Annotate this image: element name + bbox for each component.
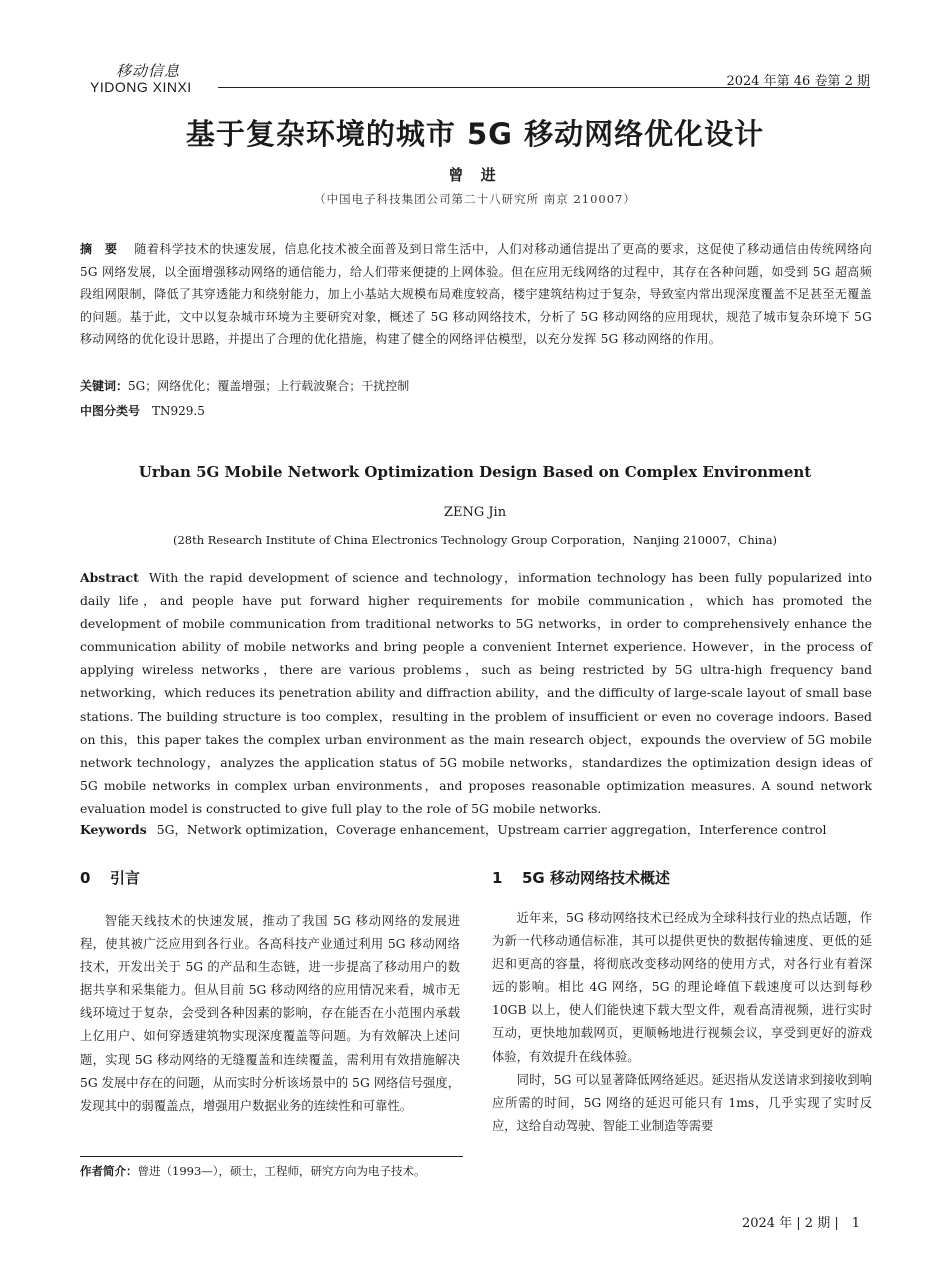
classification-value: TN929.5 [152,404,205,418]
classification [80,402,205,419]
keywords-en [80,820,826,838]
paper-title: 基于复杂环境的城市 5G 移动网络优化设计 [185,117,765,151]
abstract-cn [80,238,872,351]
section-1-paragraph-2: 同时，5G 可以显著降低网络延迟。延迟指从发送请求到接收到响应所需的时间，5G 网络的延迟可能只有 1ms，几乎实现了实时反应，这给自动驾驶、智能工业制造等需要 [492,1072,872,1133]
author-footnote [80,1163,426,1179]
header-rule [218,87,870,88]
journal-name-cn: 移动信息 [116,62,181,80]
english-title: Urban 5G Mobile Network Optimization Design Based on Complex Environment [138,463,812,481]
section-0-heading [80,867,140,888]
issue-info: 2024 年第 46 卷第 2 期 [726,74,870,89]
abstract-cn-label: 摘 要 [80,242,118,256]
keywords-en-text: 5G，Network optimization，Coverage enhancement，Upstream carrier aggregation，Interference control [156,822,827,837]
keywords-en-label: Keywords [80,822,147,837]
footnote-rule [80,1156,463,1157]
english-author: ZENG Jin [443,505,507,520]
keywords-cn-label: 关键词： [80,379,129,393]
section-0-paragraph: 智能天线技术的快速发展，推动了我国 5G 移动网络的发展进程，使其被广泛应用到各行业。各高科技产业通过利用 5G 移动网络技术，开发出关于 5G 的产品和生态链，进一步提高了移动用户的数据共享和采集能力。但从目前 5G 移动网络的应用情况来看，城市无线环境过于复杂，会受到各种因素的影响，存在能否在小范围内承载上亿用户、如何穿透建筑物实现深度覆盖等问题。为有效解决上述问题，实现 5G 移动网络的无缝覆盖和连续覆盖，需利用有效措施解决 5G 发展中存在的问题，从而实时分析该场景中的 5G 网络信号强度，发现其中的弱覆盖点，增强用户数据业务的连续性和可靠性。 [80,914,460,1113]
classification-label: 中图分类号 [80,404,141,418]
author-name: 曾 进 [448,166,502,184]
abstract-en-label: Abstract [80,570,139,585]
abstract-cn-text: 随着科学技术的快速发展，信息化技术被全面普及到日常生活中，人们对移动通信提出了更高的要求，这促使了移动通信由传统网络向 5G 网络发展，以全面增强移动网络的通信能力，给人们带来便捷的上网体验。但在应用无线网络的过程中，其存在各种问题，如受到 5G 超高频段组网限制，降低了其穿透能力和绕射能力，加上小基站大规模布局难度较高，楼宇建筑结构过于复杂，导致室内常出现深度覆盖不足甚至无覆盖的问题。基于此，文中以复杂城市环境为主要研究对象，概述了 5G 移动网络技术，分析了 5G 移动网络的应用现状，规范了城市复杂环境下 5G 移动网络的优化设计思路，并提出了合理的优化措施，构建了健全的网络评估模型，以充分发挥 5G 移动网络的作用。 [80,242,872,347]
section-1-heading [492,867,670,888]
abstract-en-text: With the rapid development of science and technology，information technology has been fully popularized into daily life，and people have put forward higher requirements for mobile communication，which has promoted the development of mobile communication from traditional networks to 5G networks，in order to comprehensively enhance the communication ability of mobile networks and bring people a convenient Internet experience. However，in the process of applying wireless networks，there are various problems，such as being restricted by 5G ultra-high frequency band networking，which reduces its penetration ability and diffraction ability，and the difficulty of large-scale layout of small base stations. The building structure is too complex，resulting in the problem of insufficient or even no coverage indoors. Based on this，this paper takes the complex urban environment as the main research object，expounds the overview of 5G mobile network technology，analyzes the application status of 5G mobile networks，standardizes the optimization design ideas of 5G mobile networks in complex urban environments，and proposes reasonable optimization measures. A sound network evaluation model is constructed to give full play to the role of 5G mobile networks. [80,570,872,816]
english-affiliation: (28th Research Institute of China Electronics Technology Group Corporation，Nanjing 210007，China) [172,533,778,547]
section-0-number: 0 [80,869,91,887]
section-0-body [80,910,460,1118]
affiliation: （中国电子科技集团公司第二十八研究所 南京 210007） [314,192,636,206]
abstract-en [80,566,872,820]
footnote-text: 曾进（1993—），硕士，工程师，研究方向为电子技术。 [137,1164,426,1178]
section-1-title: 5G 移动网络技术概述 [522,869,670,887]
keywords-cn-text: 5G；网络优化；覆盖增强；上行载波聚合；干扰控制 [128,379,410,393]
journal-name-en: YIDONG XINXI [90,79,192,95]
section-1-number: 1 [492,869,503,887]
section-0-title: 引言 [110,869,141,887]
section-1-body [492,907,872,1138]
section-1-paragraph-1: 近年来，5G 移动网络技术已经成为全球科技行业的热点话题，作为新一代移动通信标准，其可以提供更快的数据传输速度、更低的延迟和更高的容量，将彻底改变移动网络的使用方式，对各行业有着深远的影响。相比 4G 网络，5G 的理论峰值下载速度可以达到每秒 10GB 以上，使人们能快速下载大型文件，观看高清视频，进行实时互动，更快地加载网页，更顺畅地进行视频会议，享受到更好的游戏体验，有效提升在线体验。 [492,911,872,1064]
page-footer: 2024 年 | 2 期 | 1 [741,1216,860,1231]
keywords-cn [80,377,409,394]
footnote-label: 作者简介： [80,1164,138,1178]
